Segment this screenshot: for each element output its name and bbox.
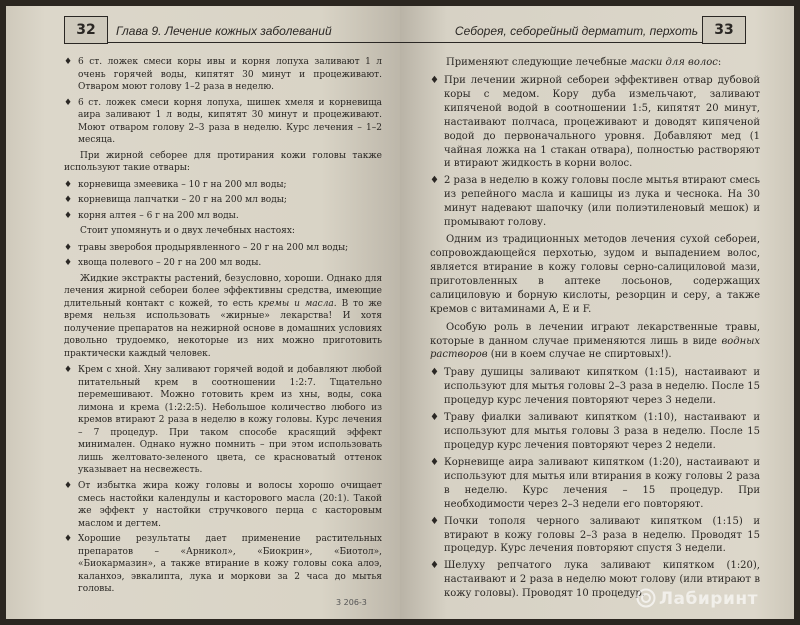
bullet-text: От избытка жира кожу головы и волосы хорошо очищает смесь настойки календулы и касторового масла (20:1). Такой же эффект у настойки стручкового перца с касторовым маслом и дегтем. bbox=[78, 480, 382, 529]
paragraph: Одним из традиционных методов лечения сухой себореи, сопровождающейся перхотью, зудом и выпадением волос, является втирание в кожу головы серно-салициловой мази, приготовленных в аптеке лосьонов, содержащих салициловую и борную кислоты, резорцин и серу, а также кремов с витаминами А, Е и F. bbox=[430, 234, 760, 315]
bullet-text: 2 раза в неделю в кожу головы после мытья втирают смесь из репейного масла и кашицы из лука и чеснока. На 30 минут надевают шапочку (или полиэтиленовый мешок) и промывают голову. bbox=[444, 175, 760, 229]
bullet-item bbox=[430, 515, 760, 557]
bullet-text: Траву душицы заливают кипятком (1:15), настаивают и используют для мытья головы 2–3 раза в неделю. После 15 процедур курс лечения повторяют через 3 недели. bbox=[444, 367, 760, 407]
paragraph: Стоит упомянуть и о двух лечебных настоях: bbox=[80, 226, 295, 237]
bullet-item bbox=[64, 533, 382, 596]
left-page bbox=[6, 6, 400, 619]
bullet-diamond-icon: ♦ bbox=[64, 534, 73, 545]
paragraph bbox=[430, 321, 760, 363]
bullet-diamond-icon: ♦ bbox=[430, 74, 439, 86]
bullet-text: корня алтея – 6 г на 200 мл воды. bbox=[78, 210, 239, 221]
bullet-diamond-icon: ♦ bbox=[430, 367, 439, 379]
watermark bbox=[636, 588, 758, 609]
bullet-text: Почки тополя черного заливают кипятком (1:15) и втирают в кожу головы 2–3 раза в неделю. Проводят 15 процедур. Курс лечения повторяют спустя 3 недели. bbox=[444, 515, 760, 555]
paragraph-text: Жидкие экстракты растений, безусловно, хороши. Однако для лечения жирной себореи более эффективны средства, имеющие длительный контакт с кожей, то есть bbox=[64, 273, 382, 309]
paragraph: При жирной себорее для протирания кожи головы также используют такие отвары: bbox=[64, 150, 382, 174]
bullet-text: Крем с хной. Хну заливают горячей водой и добавляют любой питательный крем в соотношении 1:2:7. Тщательно перемешивают. Можно готовить крем из хны, воды, сока лимона и крема (1:2:2:5). Небольшое количество любого из кремов втирают 2 раза в неделю в кожу головы. Курс лечения – 7 процедур. При таком способе красящий эффект минимален. Однако нужно помнить – при этом использовать лишь желтовато-зеленого цвета, се красноватый оттенок указывает на несвежесть. bbox=[78, 365, 382, 476]
paragraph bbox=[430, 56, 760, 70]
bullet-diamond-icon: ♦ bbox=[430, 412, 439, 424]
left-running-header bbox=[6, 16, 400, 46]
paragraph-text: (ни в коем случае не спиртовых!). bbox=[487, 349, 672, 361]
bullet-item bbox=[64, 364, 382, 477]
italic-term: маски для волос bbox=[630, 57, 718, 68]
right-page-body bbox=[430, 56, 760, 604]
bullet-diamond-icon: ♦ bbox=[64, 179, 73, 190]
bullet-item bbox=[64, 179, 382, 192]
bullet-diamond-icon: ♦ bbox=[430, 175, 439, 187]
bullet-text: корневища лапчатки – 20 г на 200 мл воды; bbox=[78, 195, 287, 206]
bullet-diamond-icon: ♦ bbox=[64, 480, 73, 491]
paragraph-text: : bbox=[717, 57, 722, 68]
bullet-diamond-icon: ♦ bbox=[64, 195, 73, 206]
paragraph-text: Особую роль в лечении играют лекарственные травы, которые в данном случае применяются лишь в виде bbox=[430, 321, 760, 347]
bullet-diamond-icon: ♦ bbox=[64, 97, 73, 108]
bullet-diamond-icon: ♦ bbox=[64, 210, 73, 221]
bullet-text: 6 ст. ложек смеси коры ивы и корня лопуха заливают 1 л очень горячей воды, кипятят 30 минут и процеживают. Отваром моют голову 1–2 раза в неделю. bbox=[78, 57, 382, 93]
bullet-item bbox=[430, 411, 760, 453]
open-book bbox=[6, 6, 794, 619]
bullet-item bbox=[64, 97, 382, 147]
bullet-diamond-icon: ♦ bbox=[430, 456, 439, 468]
left-header-rule bbox=[107, 42, 400, 43]
bullet-item bbox=[64, 257, 382, 270]
italic-term: кремы и масла bbox=[257, 298, 334, 309]
bullet-text: 6 ст. ложек смеси корня лопуха, шишек хмеля и корневища аира заливают 1 л воды, кипятят 30 минут и процеживают. Моют отваром голову 2–3 раза в неделю. Курс лечения – 1–2 месяца. bbox=[78, 97, 382, 146]
printer-mark: 3 206-3 bbox=[336, 598, 367, 607]
watermark-text: Лабиринт bbox=[658, 589, 758, 609]
paragraph-text: . В то же время нельзя использовать «жирные» лекарства! И хотя получение препаратов на нежирной основе в домашних условиях довольно трудоемко, некоторые из них можно приготовить практически каждый человек. bbox=[64, 298, 382, 359]
bullet-item bbox=[64, 194, 382, 207]
right-header-rule bbox=[400, 42, 702, 43]
paragraph bbox=[64, 273, 382, 361]
bullet-diamond-icon: ♦ bbox=[64, 365, 73, 376]
right-page bbox=[400, 6, 794, 619]
bullet-diamond-icon: ♦ bbox=[64, 258, 73, 269]
bullet-item bbox=[64, 210, 382, 223]
bullet-diamond-icon: ♦ bbox=[64, 242, 73, 253]
bullet-diamond-icon: ♦ bbox=[430, 560, 439, 572]
labyrinth-logo-icon bbox=[636, 589, 659, 609]
bullet-item bbox=[430, 174, 760, 230]
bullet-text: Корневище аира заливают кипятком (1:20), настаивают и используют для мытья или втирания в кожу головы 2 раза в неделю. Курс лечения – 15 процедур. При необходимости через 2–3 недели его повторяют. bbox=[444, 456, 760, 510]
bullet-item bbox=[64, 56, 382, 94]
bullet-text: При лечении жирной себореи эффективен отвар дубовой коры с медом. Кору дуба измельчают, заливают кипяченой водой в соотношении 1:5, кипятят 20 минут, настаивают полчаса, процеживают и доводят кипяченой водой до первоначального уровня. Добавляют мед (1 чайная ложка на 1 стакан отвара), полностью растворяют и втирают жидкость в корни волос. bbox=[444, 74, 760, 170]
bullet-diamond-icon: ♦ bbox=[64, 57, 73, 67]
bullet-item bbox=[64, 242, 382, 255]
bullet-item bbox=[430, 456, 760, 512]
bullet-item bbox=[430, 366, 760, 408]
left-running-head: Глава 9. Лечение кожных заболеваний bbox=[116, 24, 332, 38]
bullet-text: Траву фиалки заливают кипятком (1:10), настаивают и используют для мытья головы 3 раза в неделю. После 15 процедур курс лечения повторяют через 2 недели. bbox=[444, 412, 760, 451]
right-running-header bbox=[400, 16, 794, 46]
bullet-text: Хорошие результаты дает применение растительных препаратов – «Арникол», «Биокрин», «Биотол», «Биокармазин», а также втирание в кожу головы сока алоэ, каланхоэ, эвкалипта, лука и моркови за 2 часа до мытья головы. bbox=[78, 534, 382, 595]
bullet-text: травы зверобоя продырявленного – 20 г на 200 мл воды; bbox=[78, 242, 349, 253]
left-page-number: 32 bbox=[64, 16, 108, 44]
left-page-body bbox=[64, 56, 382, 599]
bullet-text: Шелуху репчатого лука заливают кипятком (1:20), настаивают и 2 раза в неделю моют голову (или втирают в кожу головы). Проводят 10 процедур. bbox=[444, 560, 760, 600]
right-page-number: 33 bbox=[702, 16, 746, 44]
paragraph-text: Применяют следующие лечебные bbox=[446, 57, 631, 68]
bullet-diamond-icon: ♦ bbox=[430, 515, 439, 527]
italic-term: водных растворов bbox=[430, 335, 760, 361]
bullet-text: хвоща полевого – 20 г на 200 мл воды. bbox=[78, 258, 262, 269]
right-running-head: Себорея, себорейный дерматит, перхоть bbox=[454, 24, 698, 38]
bullet-item bbox=[64, 480, 382, 530]
bullet-item bbox=[430, 74, 760, 171]
bullet-text: корневища змеевика – 10 г на 200 мл воды; bbox=[78, 179, 287, 190]
